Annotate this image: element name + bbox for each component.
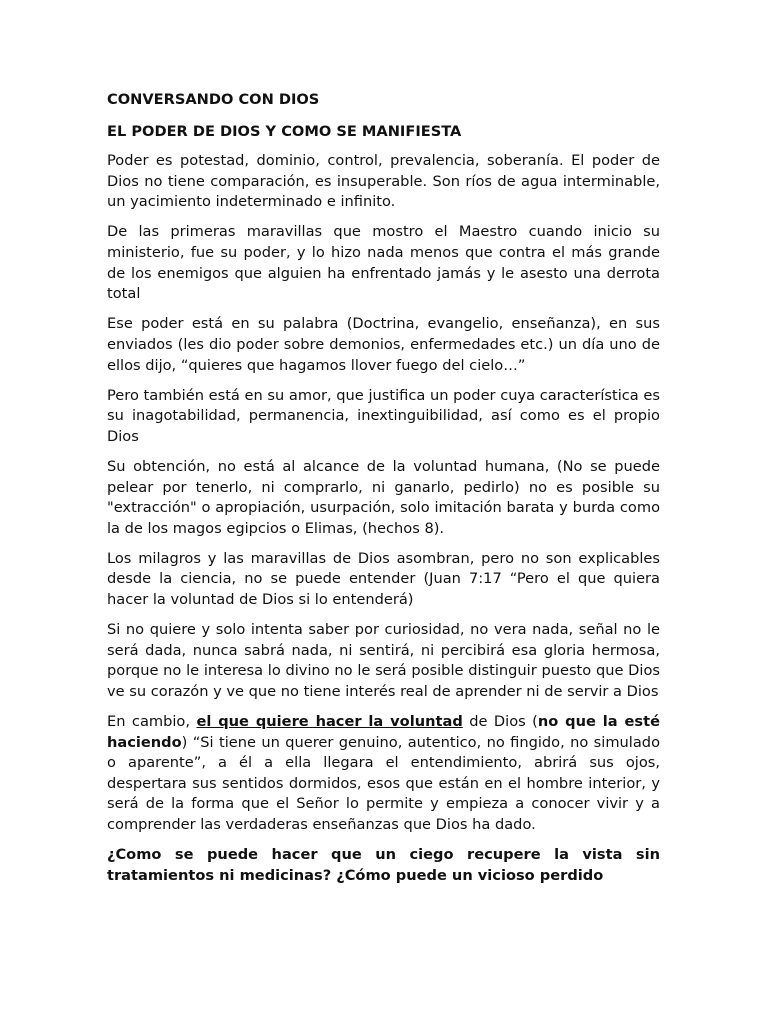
- document-page: [107, 90, 660, 896]
- paragraph: Poder es potestad, dominio, control, prevalencia, soberanía. El poder de Dios no tiene comparación, es insuperable. Son ríos de agua interminable, un yacimiento indeterminado e infinito.: [107, 152, 660, 211]
- paragraph-text: de Dios (: [462, 712, 538, 730]
- bold-phrase: no que la esté haciendo: [107, 712, 660, 751]
- document-subtitle: EL PODER DE DIOS Y COMO SE MANIFIESTA: [107, 122, 462, 140]
- paragraph: Su obtención, no está al alcance de la voluntad humana, (No se puede pelear por tenerlo, ni comprarlo, ni ganarlo, pedirlo) no es posible su "extracción" o apropiación, usurpación, solo imitación barata y burda como la de los magos egipcios o Elimas, (hechos 8).: [107, 457, 660, 537]
- emphasized-phrase: el que quiere hacer la voluntad: [196, 712, 463, 730]
- paragraph: Ese poder está en su palabra (Doctrina, evangelio, enseñanza), en sus enviados (les dio poder sobre demonios, enfermedades etc.) un día uno de ellos dijo, “quieres que hagamos llover fuego del cielo…”: [107, 315, 660, 374]
- paragraph: Los milagros y las maravillas de Dios asombran, pero no son explicables desde la ciencia, no se puede entender (Juan 7:17 “Pero el que quiera hacer la voluntad de Dios si lo entenderá): [107, 549, 660, 608]
- paragraph-text: ) “Si tiene un querer genuino, autentico, no fingido, no simulado o aparente”, a él a ella llegara el entendimiento, abrirá sus ojos, despertara sus sentidos dormidos, esos que están en el hombre interior, y será de la forma que el Señor lo permite y empieza a conocer vivir y a comprender las verdaderas enseñanzas que Dios ha dado.: [107, 733, 660, 833]
- paragraph: De las primeras maravillas que mostro el Maestro cuando inicio su ministerio, fue su poder, y lo hizo nada menos que contra el más grande de los enemigos que alguien ha enfrentado jamás y le asesto una derrota total: [107, 223, 660, 303]
- paragraph: Pero también está en su amor, que justifica un poder cuya característica es su inagotabilidad, permanencia, inextinguibilidad, así como es el propio Dios: [107, 386, 660, 445]
- paragraph: Si no quiere y solo intenta saber por curiosidad, no vera nada, señal no le será dada, nunca sabrá nada, ni sentirá, ni percibirá esa gloria hermosa, porque no le interesa lo divino no le será posible distinguir puesto que Dios ve su corazón y ve que no tiene interés real de aprender ni de servir a Dios: [107, 621, 660, 700]
- bold-question-paragraph: ¿Como se puede hacer que un ciego recupere la vista sin tratamientos ni medicinas? ¿Cómo puede un vicioso perdido: [107, 846, 660, 884]
- mixed-format-paragraph: [107, 712, 660, 836]
- paragraph-text: En cambio,: [107, 712, 197, 730]
- document-title: CONVERSANDO CON DIOS: [107, 91, 320, 108]
